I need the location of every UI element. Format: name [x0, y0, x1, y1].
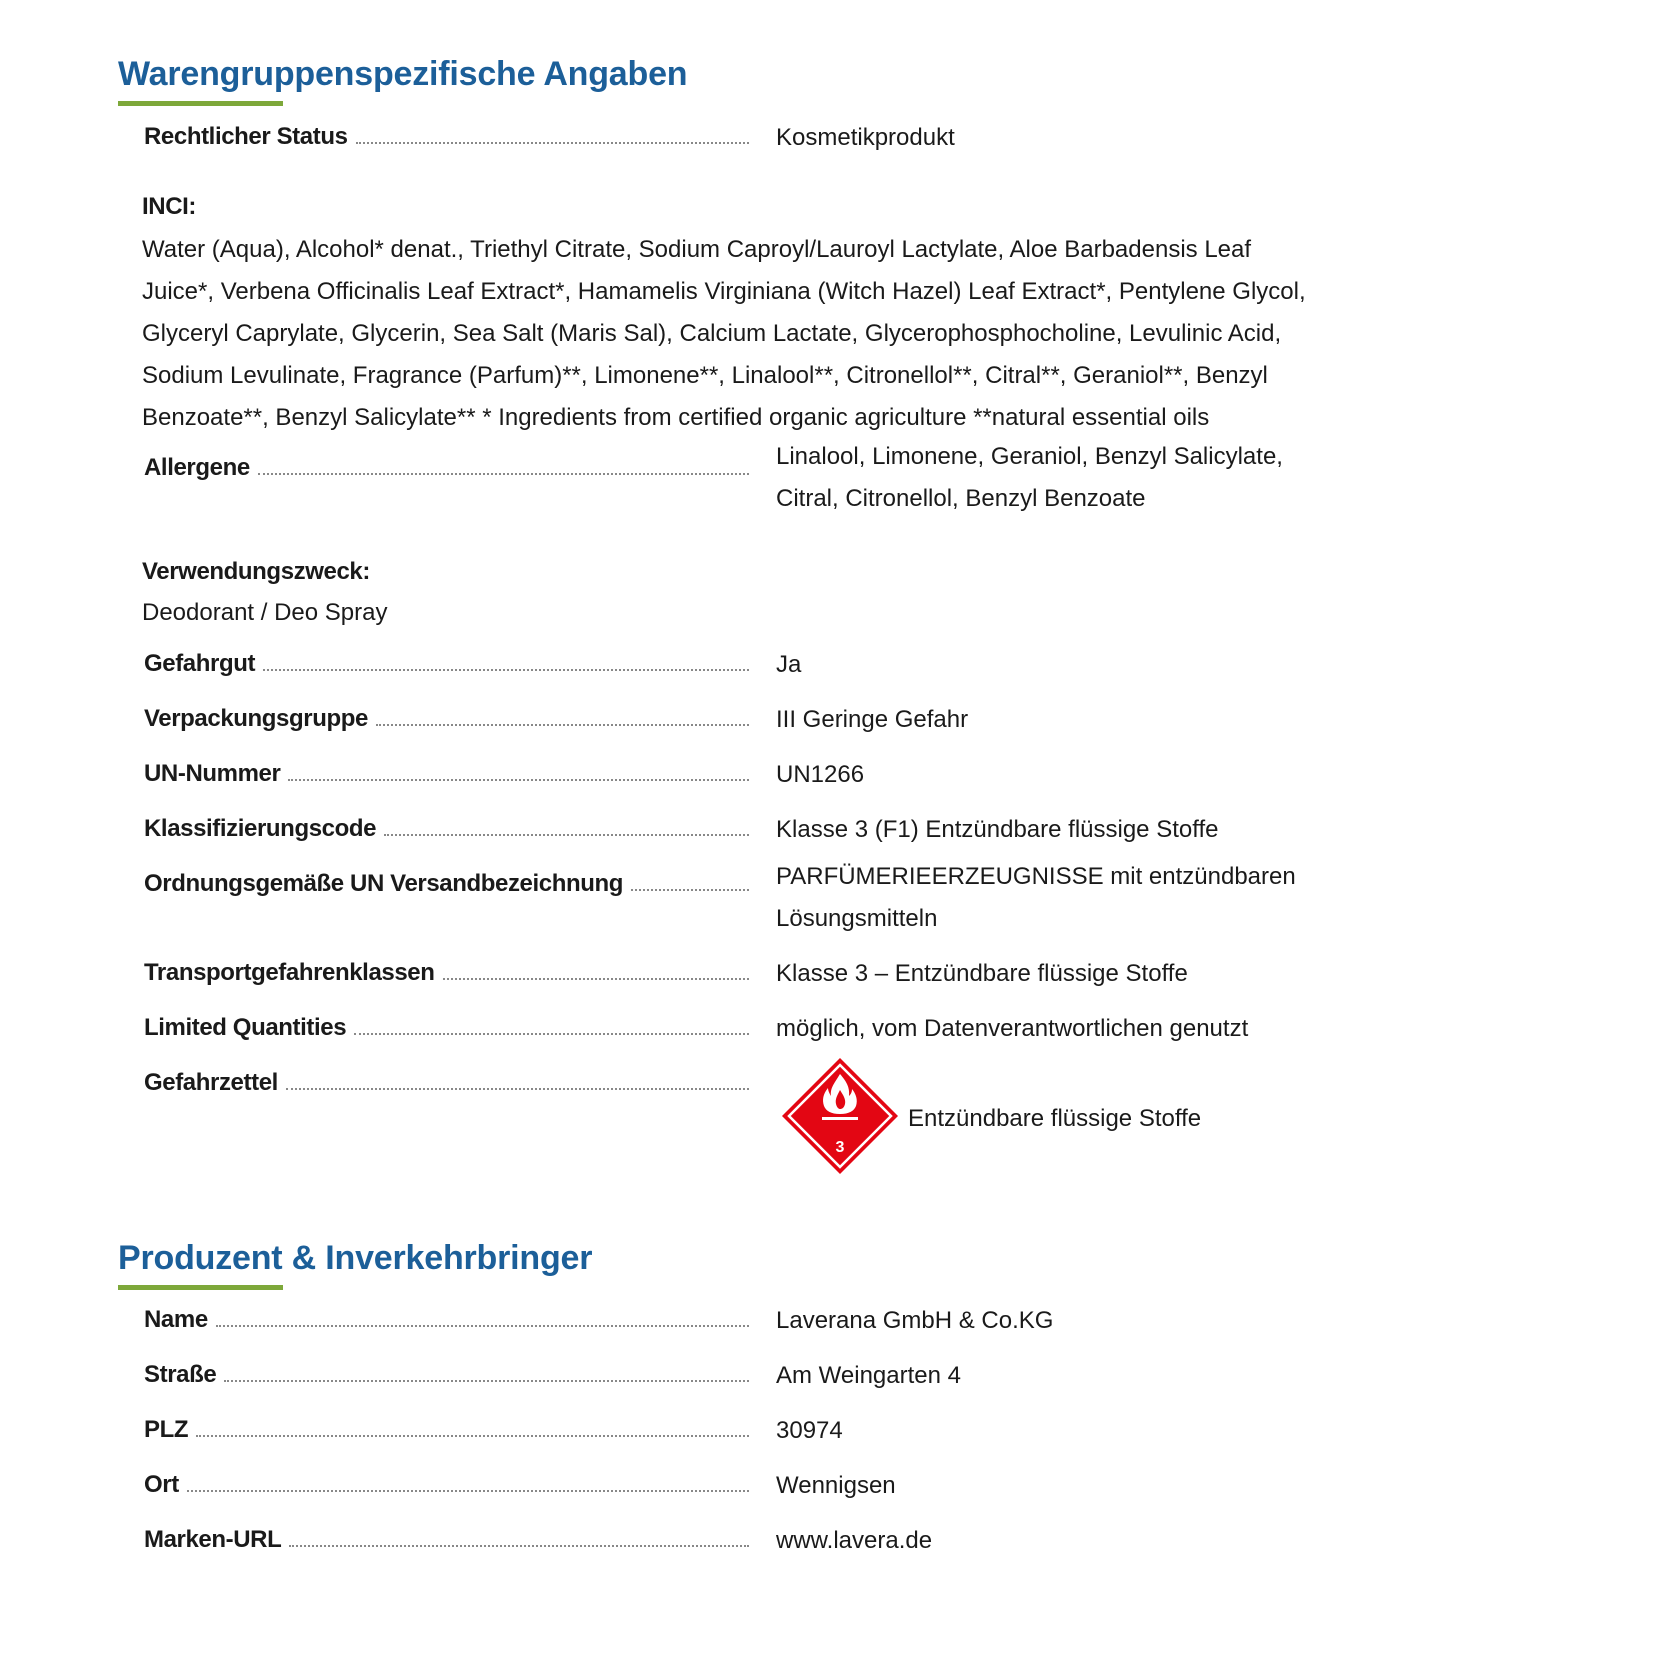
field-label: Ordnungsgemäße UN Versandbezeichnung	[144, 870, 624, 897]
field-value: 30974	[776, 1417, 843, 1444]
inci-line: Glyceryl Caprylate, Glycerin, Sea Salt (Maris Sal), Calcium Lactate, Glycerophosphocholine, Levulinic Acid,	[142, 320, 1282, 347]
dot-leader	[286, 1087, 749, 1090]
field-label: Rechtlicher Status	[144, 123, 348, 150]
field-label: PLZ	[144, 1416, 189, 1443]
dot-leader	[216, 1324, 749, 1327]
field-label: Limited Quantities	[144, 1014, 347, 1041]
dot-leader	[224, 1379, 749, 1382]
verwendungszweck-value: Deodorant / Deo Spray	[142, 599, 388, 626]
field-label: Ort	[144, 1471, 179, 1498]
dot-leader	[443, 977, 749, 980]
allergene-line: Linalool, Limonene, Geraniol, Benzyl Salicylate,	[776, 443, 1283, 470]
inci-line: Water (Aqua), Alcohol* denat., Triethyl Citrate, Sodium Caproyl/Lauroyl Lactylate, Aloe Barbadensis Leaf	[142, 236, 1252, 263]
versandbezeichnung-line: Lösungsmitteln	[776, 905, 938, 932]
field-label: Klassifizierungscode	[144, 815, 377, 842]
brand-url-link[interactable]: www.lavera.de	[776, 1527, 933, 1554]
dot-leader	[289, 1544, 749, 1547]
field-value: Klasse 3 (F1) Entzündbare flüssige Stoffe	[776, 816, 1219, 843]
dot-leader	[354, 1032, 749, 1035]
field-label: Name	[144, 1306, 208, 1333]
field-label: Straße	[144, 1361, 217, 1388]
verwendungszweck-label: Verwendungszweck:	[142, 558, 370, 585]
hazard-class-number: 3	[835, 1139, 845, 1156]
dot-leader	[196, 1434, 749, 1437]
field-value: Kosmetikprodukt	[776, 124, 955, 151]
dot-leader	[263, 668, 749, 671]
field-value	[776, 856, 1296, 940]
section-underline	[118, 1285, 283, 1290]
field-label: UN-Nummer	[144, 760, 281, 787]
versandbezeichnung-line: PARFÜMERIEERZEUGNISSE mit entzündbaren	[776, 863, 1296, 890]
dot-leader	[384, 833, 749, 836]
field-value: Am Weingarten 4	[776, 1362, 961, 1389]
inci-text	[142, 229, 1392, 439]
field-value: Laverana GmbH & Co.KG	[776, 1307, 1054, 1334]
field-value: Wennigsen	[776, 1472, 896, 1499]
allergene-line: Citral, Citronellol, Benzyl Benzoate	[776, 485, 1146, 512]
field-label: Marken-URL	[144, 1526, 282, 1553]
flammable-liquid-hazard-icon	[780, 1056, 900, 1176]
field-value: möglich, vom Datenverantwortlichen genutzt	[776, 1015, 1249, 1042]
field-value: Ja	[776, 651, 802, 678]
dot-leader	[187, 1489, 749, 1492]
dot-leader	[356, 141, 749, 144]
hazard-diamond-svg	[780, 1056, 900, 1176]
inci-line: Benzoate**, Benzyl Salicylate** * Ingredients from certified organic agriculture **natural essential oils	[142, 404, 1210, 431]
field-value: Klasse 3 – Entzündbare flüssige Stoffe	[776, 960, 1188, 987]
dot-leader	[631, 888, 749, 891]
field-value: UN1266	[776, 761, 865, 788]
section-title-produzent: Produzent & Inverkehrbringer	[118, 1239, 593, 1277]
flame-base	[822, 1117, 858, 1120]
field-label: Transportgefahrenklassen	[144, 959, 435, 986]
hazard-caption: Entzündbare flüssige Stoffe	[908, 1105, 1202, 1132]
field-label: Verpackungsgruppe	[144, 705, 368, 732]
section-underline	[118, 101, 283, 106]
dot-leader	[258, 472, 749, 475]
field-label: Gefahrgut	[144, 650, 256, 677]
field-value: III Geringe Gefahr	[776, 706, 969, 733]
field-label: Gefahrzettel	[144, 1069, 278, 1096]
inci-line: Sodium Levulinate, Fragrance (Parfum)**, Limonene**, Linalool**, Citronellol**, Citral**, Geraniol**, Benzyl	[142, 362, 1268, 389]
inci-line: Juice*, Verbena Officinalis Leaf Extract*, Hamamelis Virginiana (Witch Hazel) Leaf Extract*, Pentylene Glycol,	[142, 278, 1306, 305]
field-value	[776, 436, 1283, 520]
dot-leader	[288, 778, 749, 781]
inci-label: INCI:	[142, 193, 196, 220]
field-label: Allergene	[144, 454, 250, 481]
section-title-warengruppe: Warengruppenspezifische Angaben	[118, 55, 688, 93]
dot-leader	[376, 723, 749, 726]
